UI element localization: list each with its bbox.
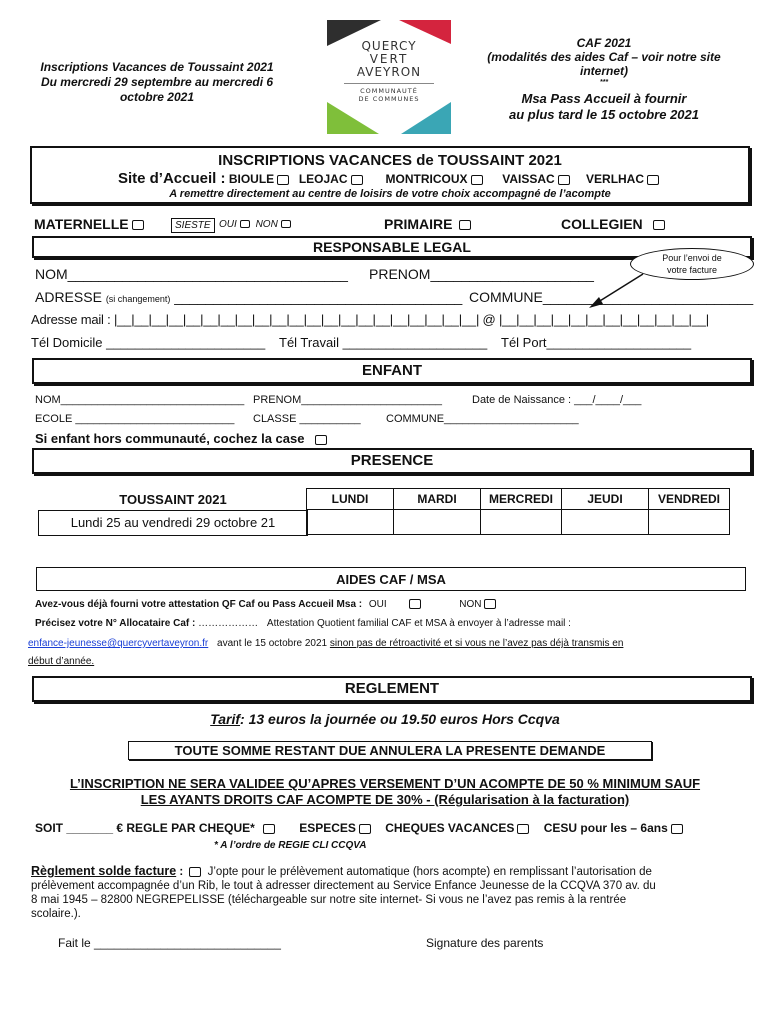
header-right-modalites: (modalités des aides Caf – voir notre site: [487, 50, 721, 64]
tel-travail[interactable]: Tél Travail ____________________: [279, 335, 488, 350]
logo: [323, 18, 455, 136]
adresse-line: _____________________________________: [174, 289, 463, 305]
site-bioule-checkbox[interactable]: [277, 175, 289, 185]
site-leojac: LEOJAC: [298, 172, 348, 186]
header-left-line1: Inscriptions Vacances de Toussaint 2021: [40, 60, 274, 74]
day-mardi: MARDI: [394, 489, 481, 510]
aides-q1-row: [35, 599, 499, 610]
responsable-commune[interactable]: COMMUNE___________________________: [469, 289, 754, 305]
day-jeudi: JEUDI: [562, 489, 649, 510]
presence-period-dates-box: [38, 510, 308, 536]
aides-email-row: [28, 638, 623, 649]
logo-vert: VERT: [369, 52, 409, 66]
site-vaissac-checkbox[interactable]: [558, 175, 570, 185]
logo-communaute: COMMUNAUTÉ: [360, 87, 418, 95]
header-right-caf: CAF 2021: [576, 36, 632, 50]
presence-heading: PRESENCE: [350, 452, 434, 469]
enfant-nom[interactable]: NOM______________________________: [35, 394, 245, 406]
solde-label: Règlement solde facture: [31, 864, 177, 878]
tarif-row: [0, 711, 770, 727]
day-lundi: LUNDI: [307, 489, 394, 510]
condition-line2: LES AYANTS DROITS CAF ACOMPTE DE 30% - (Régularisation à la facturation): [140, 792, 630, 807]
logo-aveyron: AVEYRON: [356, 65, 422, 79]
levels-row: [34, 216, 754, 234]
solde-text3: 8 mai 1945 – 82800 NEGREPELISSE (téléchargeable sur notre site internet- Si vous ne l’avez pas remis à la rentrée: [31, 894, 627, 906]
vendredi-cell[interactable]: [649, 510, 730, 535]
tel-portable[interactable]: Tél Port____________________: [501, 335, 692, 350]
solde-block: Règlement solde facture : J’opte pour le prélèvement automatique (hors acompte) en remplissant l’autorisation de prélèvement accompagnée d’un Rib, le tout à adresser directement au Service Enfance Jeunesse de la CCQVA 370 av. du 8 mai 1945 – 82800 NEGREPELISSE (téléchargeable sur notre site internet- Si vous ne l’avez pas remis à la rentrée scolaire.).: [31, 864, 743, 921]
site-montricoux: MONTRICOUX: [385, 172, 468, 186]
sieste-box: [171, 218, 215, 233]
presence-table: [306, 488, 730, 535]
payment-cesu: CESU pour les – 6ans: [543, 821, 668, 835]
presence-header-row: [307, 489, 730, 510]
responsable-heading: RESPONSABLE LEGAL: [313, 239, 471, 255]
site-row: [32, 170, 748, 187]
warning-box: [128, 741, 652, 760]
aides-q1-non: NON: [459, 599, 482, 610]
aides-non-checkbox[interactable]: [484, 599, 496, 609]
payment-especes: ESPECES: [299, 821, 356, 835]
header-left-line2: Du mercredi 29 septembre au mercredi 6: [40, 75, 274, 89]
enfant-heading-box: [32, 358, 752, 384]
enfant-classe[interactable]: CLASSE __________: [253, 413, 361, 425]
solde-text1: J’opte pour le prélèvement automatique (hors acompte) en remplissant l’autorisation de: [207, 866, 652, 878]
aides-heading-box: [36, 567, 746, 591]
payment-soit-cheque: SOIT _______ € REGLE PAR CHEQUE*: [35, 821, 255, 835]
adresse-note: (si changement): [105, 294, 171, 304]
logo-de-communes: DE COMMUNES: [358, 95, 420, 103]
sieste-non: NON: [255, 219, 278, 230]
solde-text4: scolaire.).: [31, 908, 81, 920]
tarif-text: : 13 euros la journée ou 19.50 euros Hors Ccqva: [240, 711, 560, 727]
sieste-label: SIESTE: [175, 220, 211, 231]
hors-communaute-checkbox[interactable]: [315, 435, 327, 445]
mercredi-cell[interactable]: [481, 510, 562, 535]
logo-quercy: QUERCY: [361, 39, 417, 53]
cheques-vacances-checkbox[interactable]: [517, 824, 529, 834]
sieste-oui: OUI: [219, 219, 237, 230]
header-left-text: [22, 60, 292, 105]
responsable-nom[interactable]: NOM____________________________________: [35, 266, 348, 282]
day-mercredi: MERCREDI: [481, 489, 562, 510]
aides-q1: Avez-vous déjà fourni votre attestation QF Caf ou Pass Accueil Msa :: [35, 599, 363, 610]
title-box: [30, 146, 750, 204]
enfant-naissance[interactable]: Date de Naissance : ___/____/___: [472, 394, 642, 406]
responsable-prenom[interactable]: PRENOM_____________________: [369, 266, 594, 282]
aides-deadline: avant le 15 octobre 2021: [217, 638, 328, 649]
fait-le[interactable]: Fait le ____________________________: [58, 936, 281, 950]
site-bioule: BIOULE: [228, 172, 275, 186]
adresse-label: ADRESSE: [35, 289, 102, 305]
level-collegien: COLLEGIEN: [561, 216, 643, 232]
tel-domicile[interactable]: Tél Domicile ______________________: [31, 335, 266, 350]
aides-q1-oui: OUI: [368, 599, 387, 610]
tarif-label: Tarif: [210, 711, 241, 727]
aides-q2: Précisez votre N° Allocataire Caf :: [35, 618, 196, 629]
header-right-msa: Msa Pass Accueil à fournir: [521, 91, 687, 106]
collegien-checkbox[interactable]: [653, 220, 665, 230]
site-verlhac-checkbox[interactable]: [647, 175, 659, 185]
header-left-line3: octobre 2021: [119, 90, 195, 104]
maternelle-checkbox[interactable]: [132, 220, 144, 230]
solde-text2: prélèvement accompagnée d’un Rib, le tout à adresser directement au Service Enfance Jeunesse de la CCQVA 370 av. du: [31, 880, 656, 892]
site-label: Site d’Accueil :: [117, 170, 226, 187]
enfant-ecole[interactable]: ECOLE __________________________: [35, 413, 235, 425]
invoice-callout-text: Pour l’envoi de votre facture: [662, 253, 722, 275]
page-title: INSCRIPTIONS VACANCES de TOUSSAINT 2021: [218, 152, 562, 169]
site-montricoux-checkbox[interactable]: [471, 175, 483, 185]
payment-cheques-vacances: CHEQUES VACANCES: [385, 821, 515, 835]
aides-q2-rest: Attestation Quotient familial CAF et MSA à envoyer à l’adresse mail :: [266, 618, 571, 629]
header-right-deadline: au plus tard le 15 octobre 2021: [508, 107, 700, 122]
site-leojac-checkbox[interactable]: [351, 175, 363, 185]
aides-q2-dots[interactable]: ………………: [198, 618, 259, 629]
header-right-text: [470, 36, 738, 123]
day-vendredi: VENDREDI: [649, 489, 730, 510]
presence-heading-box: [32, 448, 752, 474]
primaire-checkbox[interactable]: [459, 220, 471, 230]
aides-deadline-rest2: début d’année.: [28, 656, 95, 667]
presence-period-title: TOUSSAINT 2021: [119, 492, 227, 507]
warning-text: TOUTE SOMME RESTANT DUE ANNULERA LA PRESENTE DEMANDE: [174, 743, 606, 758]
reglement-heading-box: [32, 676, 752, 702]
enfant-commune[interactable]: COMMUNE______________________: [386, 413, 579, 425]
cheque-checkbox[interactable]: [263, 824, 275, 834]
aides-deadline-rest: sinon pas de rétroactivité et si vous ne l’avez pas déjà transmis en: [329, 638, 624, 649]
sieste-non-checkbox[interactable]: [281, 220, 291, 228]
sieste-oui-checkbox[interactable]: [240, 220, 250, 228]
responsable-email[interactable]: Adresse mail : |__|__|__|__|__|__|__|__|__|__|__|__|__|__|__|__|__|__|__|__|__| @ |__|__|__|__|__|__|__|__|__|__|__|__|: [31, 312, 709, 327]
lundi-cell[interactable]: [307, 510, 394, 535]
hors-communaute-row: [35, 431, 330, 446]
aides-email-link[interactable]: enfance-jeunesse@quercyvertaveyron.fr: [28, 638, 209, 649]
aides-q2-row: [35, 618, 571, 629]
responsable-adresse-row[interactable]: [35, 289, 462, 305]
payment-row: [35, 821, 686, 835]
condition-text: [0, 776, 770, 808]
reglement-heading: REGLEMENT: [344, 680, 440, 697]
header-right-internet: internet): [580, 64, 628, 78]
condition-line1: L’INSCRIPTION NE SERA VALIDEE QU’APRES VERSEMENT D’UN ACOMPTE DE 50 % MINIMUM SAUF: [69, 776, 701, 791]
presence-entry-row: [307, 510, 730, 535]
enfant-heading: ENFANT: [362, 362, 422, 379]
solde-checkbox[interactable]: [189, 867, 201, 877]
payment-ordre: * A l’ordre de REGIE CLI CCQVA: [214, 840, 367, 851]
level-maternelle: MATERNELLE: [34, 216, 129, 232]
signature-label: Signature des parents: [426, 936, 544, 950]
hors-communaute-label: Si enfant hors communauté, cochez la case: [35, 431, 305, 446]
jeudi-cell[interactable]: [562, 510, 649, 535]
aides-heading: AIDES CAF / MSA: [336, 572, 446, 587]
mardi-cell[interactable]: [394, 510, 481, 535]
cesu-checkbox[interactable]: [671, 824, 683, 834]
especes-checkbox[interactable]: [359, 824, 371, 834]
header-right-stars: ***: [599, 79, 609, 86]
site-verlhac: VERLHAC: [586, 172, 645, 186]
aides-oui-checkbox[interactable]: [409, 599, 421, 609]
presence-period-dates: Lundi 25 au vendredi 29 octobre 21: [70, 515, 276, 530]
level-primaire: PRIMAIRE: [384, 216, 453, 232]
enfant-prenom[interactable]: PRENOM_______________________: [253, 394, 442, 406]
title-subtitle: A remettre directement au centre de loisirs de votre choix accompagné de l’acompte: [169, 188, 611, 200]
site-vaissac: VAISSAC: [502, 172, 555, 186]
